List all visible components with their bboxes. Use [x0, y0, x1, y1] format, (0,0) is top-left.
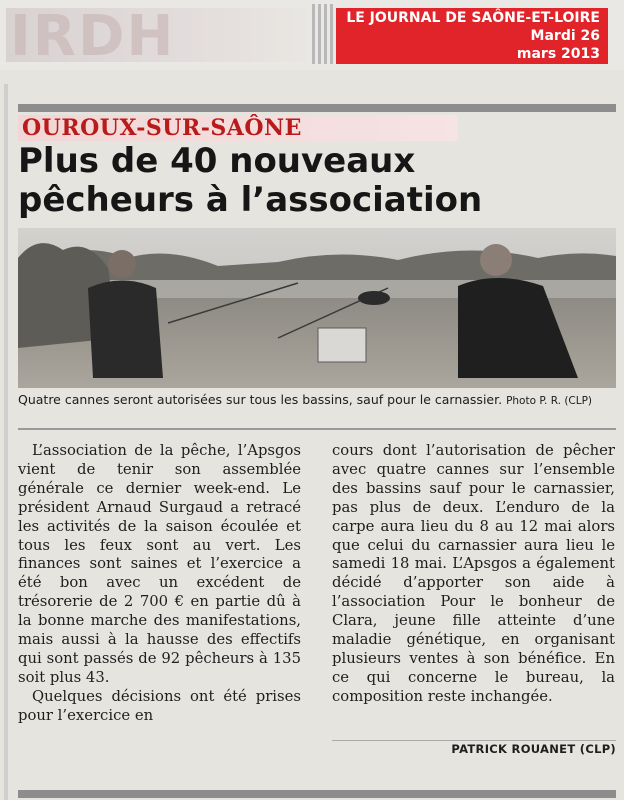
date-line-2: mars 2013: [516, 46, 600, 62]
author-byline: PATRICK ROUANET (CLP): [451, 742, 616, 756]
photo-dog: [358, 291, 390, 305]
article-photo: [18, 228, 616, 388]
left-margin-rule: [4, 84, 8, 800]
article-column-2: [332, 442, 615, 707]
top-divider-rule: [18, 104, 616, 112]
location-kicker: OUROUX-SUR-SAÔNE: [18, 115, 458, 141]
paragraph-1: L’association de la pêche, l’Apsgos vient de tenir son assemblée générale ce dernier week-end. Le président Arnaud Surgaud a retracé les activités de la saison écoulée et tous les feux sont au vert. Les finances sont saines et l’exercice a été bon avec un excédent de trésorerie de 2 700 € en partie dû à la bonne marche des manifestations, mais aussi à la hausse des effectifs qui sont passés de 92 pêcheurs à 135 soit plus 43.: [18, 442, 301, 686]
byline-divider: [332, 740, 616, 741]
masthead-ghost-text: IRDH: [10, 8, 176, 62]
newspaper-name: LE JOURNAL DE SAÔNE-ET-LOIRE: [346, 10, 600, 26]
paragraph-3: cours dont l’autorisation de pêcher avec quatre cannes sur l’ensemble des bassins sauf pour le carnassier, pas plus de deux. L’enduro de la carpe aura lieu du 8 au 12 mai alors que celui du carnassier aura lieu le samedi 18 mai. L’Apsgos a également décidé d’apporter son aide à l’association Pour le bonheur de Clara, jeune fille atteinte d’une maladie génétique, en organisant plusieurs ventes à son bénéfice. En ce qui concerne le bureau, la composition reste inchangée.: [332, 442, 615, 705]
photo-caption: [18, 392, 616, 409]
caption-divider: [18, 428, 616, 430]
photo-chair: [318, 328, 366, 362]
photo-credit: Photo P. R. (CLP): [506, 395, 593, 407]
date-line-1: Mardi 26: [530, 28, 600, 44]
article-headline: Plus de 40 nouveaux pêcheurs à l’association: [18, 141, 483, 220]
masthead-date-box: [336, 8, 608, 64]
masthead: [0, 0, 624, 70]
bottom-divider-rule: [18, 790, 616, 798]
masthead-ghost-logo: [6, 8, 306, 62]
article-column-1: [18, 442, 301, 726]
caption-text: Quatre cannes seront autorisées sur tous les bassins, sauf pour le carnassier.: [18, 392, 503, 407]
masthead-separator: [312, 4, 334, 64]
paragraph-2: Quelques décisions ont été prises pour l’exercice en: [18, 687, 301, 724]
